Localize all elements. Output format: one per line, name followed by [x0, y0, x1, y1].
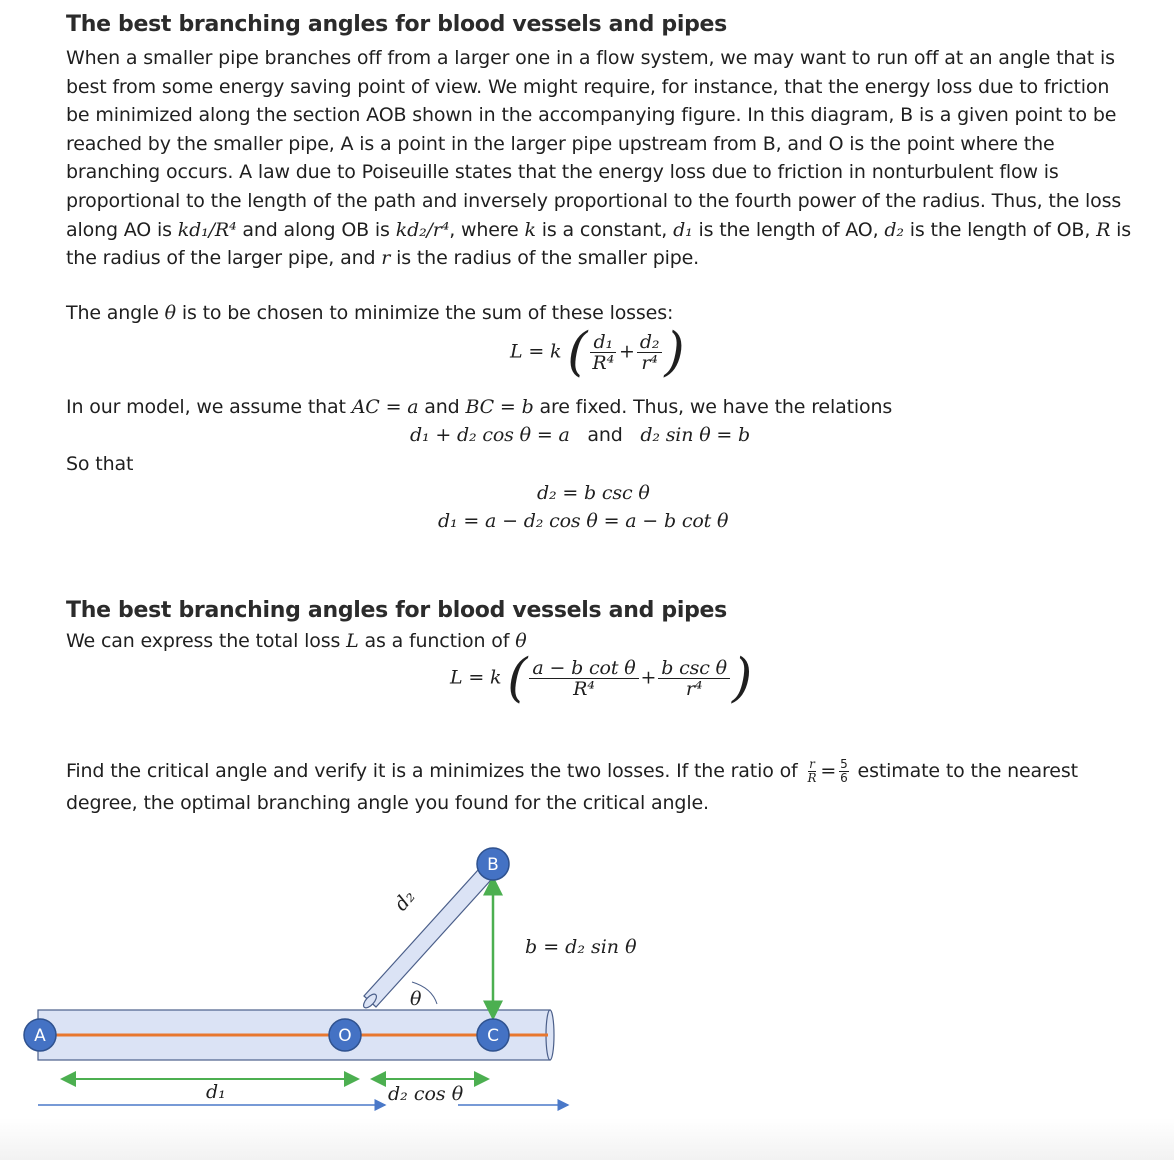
eq2-frac1	[529, 658, 638, 699]
text-and-along: and along OB is	[242, 218, 390, 241]
ratio-6: 6	[840, 771, 848, 785]
label-B: B	[487, 855, 499, 875]
text-model-a: In our model, we assume that	[66, 396, 346, 418]
node-A	[24, 1019, 56, 1051]
loss-AO: kd₁/R⁴	[177, 218, 237, 241]
symbol-theta-2: θ	[515, 630, 527, 652]
text-model-b: are fixed. Thus, we have the relations	[539, 396, 893, 418]
text-where: , where	[449, 218, 519, 241]
ratio-r-over-R	[806, 758, 817, 785]
branching-diagram	[0, 840, 1174, 1130]
ratio-r: r	[809, 757, 815, 771]
eq1-den1: R⁴	[592, 352, 615, 374]
relations-line	[410, 424, 750, 446]
equation-d1: d₁ = a − d₂ cos θ = a − b cot θ	[438, 510, 729, 532]
eq2-den2: r⁴	[685, 678, 703, 700]
eq1-num1: d₁	[590, 332, 615, 353]
label-b-equation: b = d₂ sin θ	[525, 936, 637, 958]
loss-OB: kd₂/r⁴	[395, 218, 450, 241]
page-bottom-shade	[0, 1118, 1174, 1160]
find-line-2: degree, the optimal branching angle you found for the critical angle.	[66, 792, 709, 814]
node-O	[329, 1019, 361, 1051]
eq1-frac1	[589, 332, 617, 373]
text-angle: The angle	[66, 302, 159, 324]
section2-title: The best branching angles for blood vessels and pipes	[66, 598, 727, 623]
label-theta: θ	[410, 988, 422, 1010]
intro-paragraph	[66, 44, 1136, 273]
text-express-b: as a function of	[364, 630, 510, 652]
text-angle-b: is to be chosen to minimize the sum of these losses:	[181, 302, 674, 324]
text-express-a: We can express the total loss	[66, 630, 341, 652]
relation-2: d₂ sin θ = b	[640, 424, 751, 446]
label-A: A	[34, 1026, 46, 1046]
symbol-d2: d₂	[884, 218, 904, 241]
text-and: and	[424, 396, 460, 418]
text-find-a: Find the critical angle and verify it is a minimizes the two losses. If the ratio of	[66, 760, 798, 782]
find-line	[66, 758, 1078, 785]
eq1-plus: +	[619, 340, 635, 363]
eq2-plus: +	[640, 666, 657, 689]
text-radius-larger: is the radius of the larger pipe, and	[66, 218, 1132, 270]
small-pipe	[361, 859, 500, 1010]
text-find-b: estimate to the nearest	[857, 760, 1078, 782]
eq-BC: BC = b	[465, 396, 534, 418]
equation-loss: L = k ( $\frac{\text{d₁}}{\text{R⁴}}$ + $\frac{\text{d₂}}{\text{r⁴}}$ )	[510, 322, 685, 383]
relation-1: d₁ + d₂ cos θ = a	[410, 424, 570, 446]
symbol-L: L	[346, 630, 359, 652]
express-line	[66, 630, 527, 652]
text-is-constant: is a constant,	[541, 218, 668, 241]
relation-and: and	[587, 424, 623, 446]
label-d2-slanted: d₂	[389, 885, 420, 916]
symbol-R: R	[1096, 218, 1111, 241]
eq1-frac2	[637, 332, 662, 373]
symbol-r: r	[381, 247, 391, 270]
eq2-den1: R⁴	[573, 678, 595, 700]
ratio-5: 5	[840, 757, 848, 771]
model-line	[66, 396, 892, 418]
section-title: The best branching angles for blood vessels and pipes	[66, 12, 727, 37]
node-C	[477, 1019, 509, 1051]
eq1-lhs: L = k	[510, 340, 562, 363]
symbol-theta: θ	[164, 302, 176, 324]
symbol-d1: d₁	[673, 218, 693, 241]
eq2-num2: b csc θ	[658, 658, 730, 679]
eq2-num1: a − b cot θ	[529, 658, 638, 679]
ratio-R: R	[807, 771, 817, 785]
text-is-length-ao: is the length of AO,	[698, 218, 879, 241]
so-that: So that	[66, 453, 134, 475]
eq1-den2: r⁴	[641, 352, 658, 374]
label-C: C	[487, 1026, 499, 1046]
symbol-k: k	[524, 218, 536, 241]
label-d1: d₁	[206, 1081, 226, 1103]
eq1-num2: d₂	[637, 332, 662, 353]
node-B	[477, 848, 509, 880]
ratio-equals: =	[820, 760, 837, 782]
text-radius-smaller: is the radius of the smaller pipe.	[396, 247, 700, 270]
text-is-length-ob: is the length of OB,	[909, 218, 1091, 241]
angle-intro	[66, 302, 673, 324]
eq2-frac2	[658, 658, 730, 699]
eq-AC: AC = a	[351, 396, 419, 418]
label-d2cos: d₂ cos θ	[388, 1083, 464, 1105]
eq2-lhs: L = k	[450, 666, 502, 689]
equation-d2: d₂ = b csc θ	[537, 482, 650, 504]
equation-total-loss: L = k ( $\frac{\text{a − b cot θ}}{\text{R⁴}}$ + $\frac{\text{b csc θ}}{\text{r⁴}}$ )	[450, 648, 753, 709]
ratio-five-sixths	[839, 758, 849, 785]
intro-text: When a smaller pipe branches off from a larger one in a flow system, we may want to run off at an angle that is best from some energy saving point of view. We might require, for instance, that the energy loss due to friction be minimized along the section AOB shown in the accompanying figure. In this diagram, B is a given point to be reached by the smaller pipe, A is a point in the larger pipe upstream from B, and O is the point where the branching occurs. A law due to Poiseuille states that the energy loss due to friction in nonturbulent flow is proportional to the length of the path and inversely proportional to the fourth power of the radius. Thus, the loss along AO is	[66, 47, 1122, 241]
label-O: O	[338, 1026, 352, 1046]
